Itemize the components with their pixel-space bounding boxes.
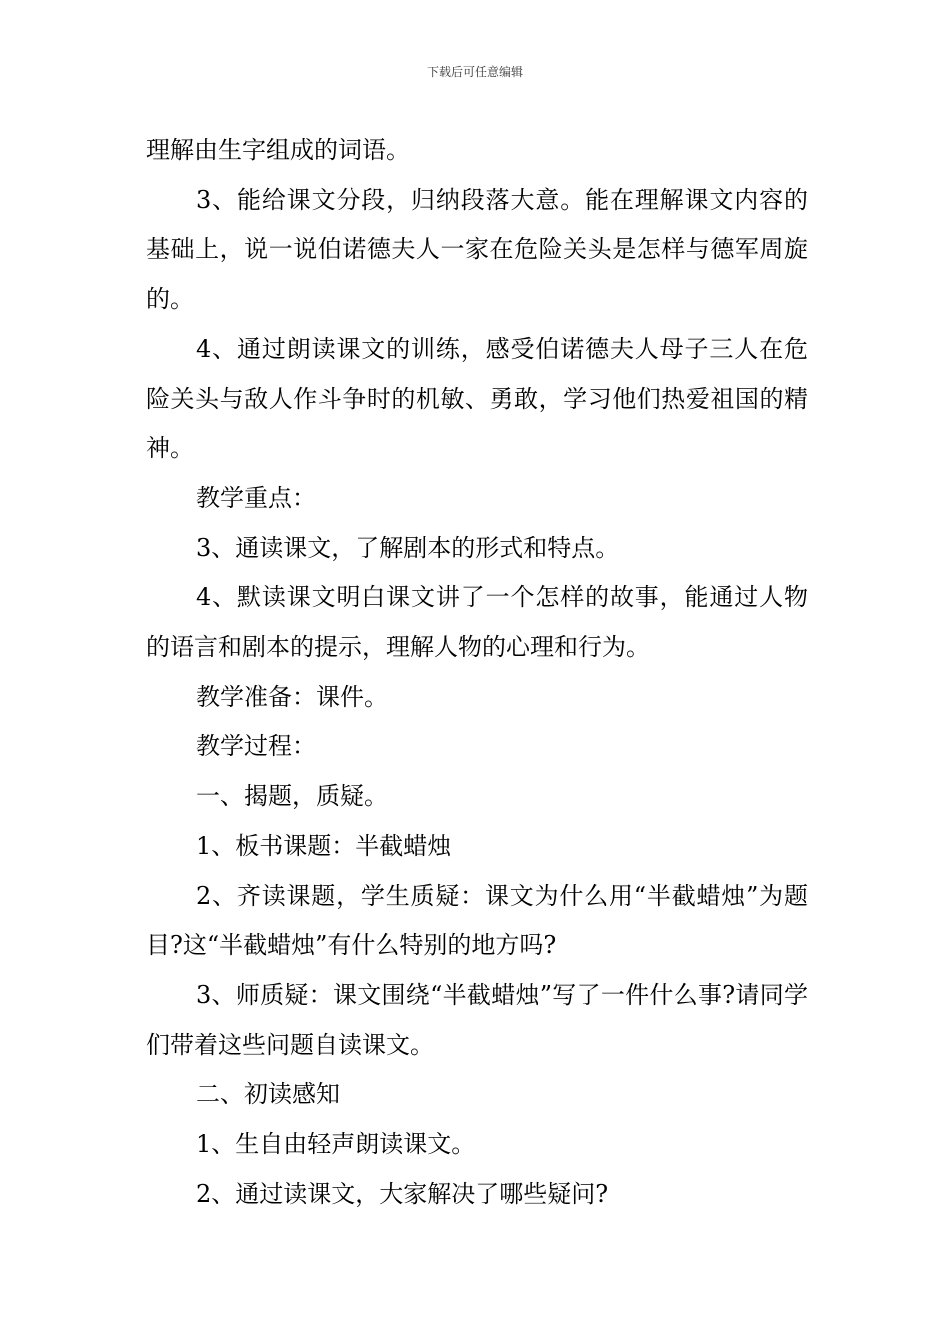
paragraph-15: 2、通过读课文，大家解决了哪些疑问? [196, 1179, 609, 1208]
paragraph-11: 2、齐读课题，学生质疑：课文为什么用“半截蜡烛”为题目?这“半截蜡烛”有什么特别的地方吗? [146, 881, 808, 960]
document-body [146, 126, 808, 1219]
paragraph-5: 3、通读课文，了解剧本的形式和特点。 [196, 533, 620, 562]
paragraph-12: 3、师质疑：课文围绕“半截蜡烛”写了一件什么事?请同学们带着这些问题自读课文。 [146, 980, 808, 1059]
section-heading-preparation: 教学准备：课件。 [196, 682, 388, 711]
step-heading-2: 二、初读感知 [196, 1080, 340, 1109]
paragraph-1: 理解由生字组成的词语。 [146, 136, 410, 164]
paragraph-14: 1、生自由轻声朗读课文。 [196, 1130, 476, 1159]
paragraph-2: 3、能给课文分段，归纳段落大意。能在理解课文内容的基础上，说一说伯诺德夫人一家在危险关头是怎样与德军周旋的。 [146, 185, 808, 314]
step-heading-1: 一、揭题，质疑。 [196, 782, 388, 811]
paragraph-10: 1、板书课题：半截蜡烛 [196, 831, 452, 860]
section-heading-process: 教学过程： [196, 732, 316, 761]
paragraph-3: 4、通过朗读课文的训练，感受伯诺德夫人母子三人在危险关头与敌人作斗争时的机敏、勇敢，学习他们热爱祖国的精神。 [146, 334, 808, 463]
header-text: 下载后可任意编辑 [426, 65, 523, 79]
paragraph-6: 4、默读课文明白课文讲了一个怎样的故事，能通过人物的语言和剧本的提示，理解人物的心理和行为。 [146, 583, 808, 662]
page-header [0, 64, 950, 80]
section-heading-key-points: 教学重点： [196, 483, 316, 512]
